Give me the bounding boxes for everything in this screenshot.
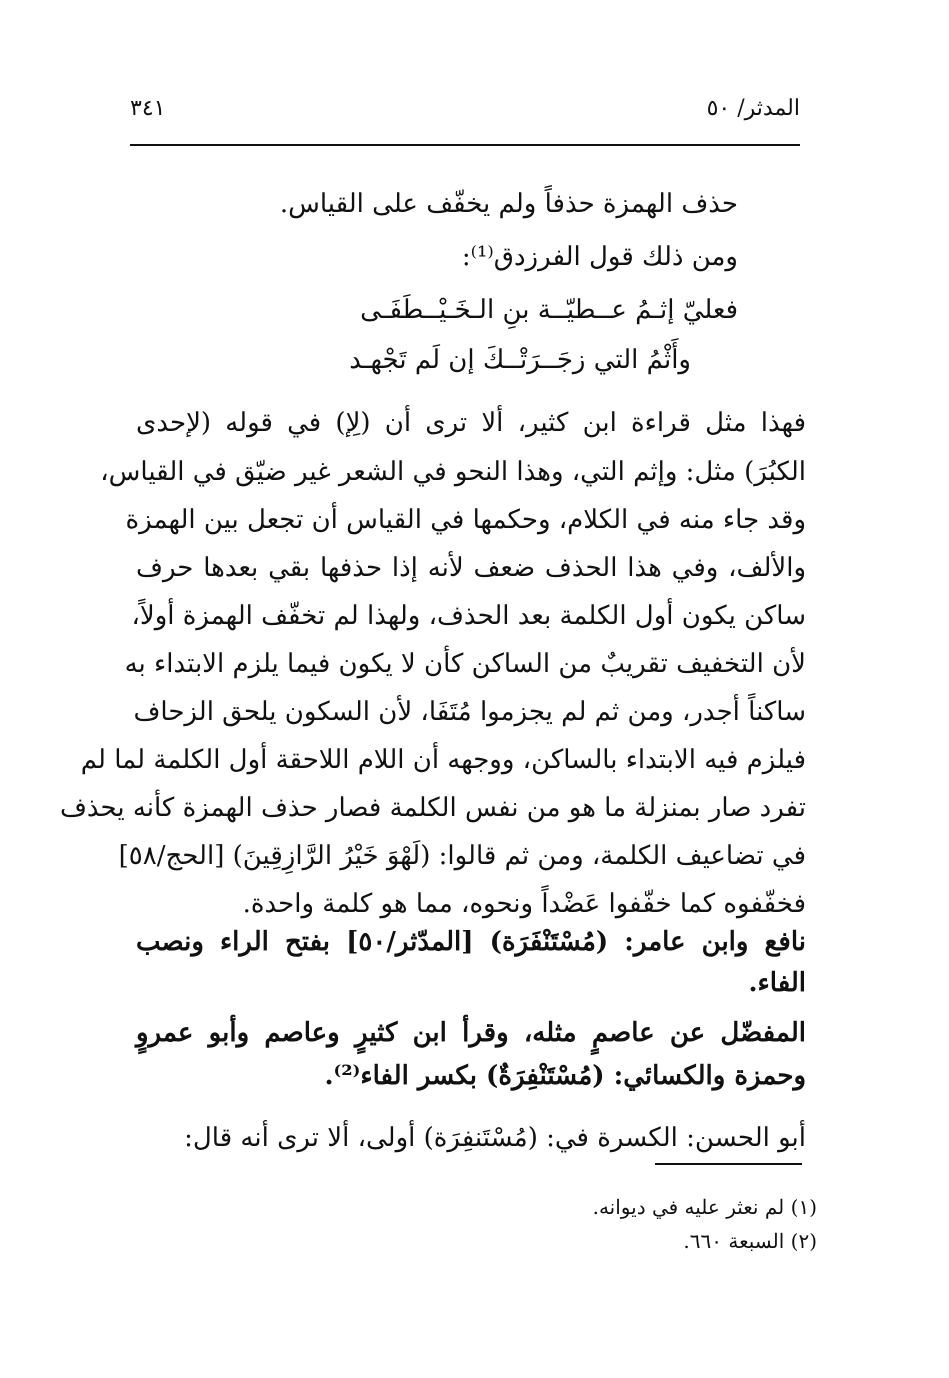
paragraph-line: فخفّفوه كما خفّفوا عَضْداً ونحوه، مما هو كلمة واحدة.: [242, 889, 806, 919]
paragraph-line: والألف، وفي هذا الحذف ضعف لأنه إذا حذفها بقي بعدها حرف: [136, 553, 806, 583]
verse-second-hemistich: وأَثْمُ التي زجَــرَتْــكَ إن لَم تَجْهـد: [349, 345, 691, 375]
paragraph-line: فيلزم فيه الابتداء بالساكن، ووجهه أن اللام اللاحقة أول الكلمة لما لم: [80, 745, 806, 775]
paragraph-line: وحمزة والكسائي: (مُسْتَنْفِرَةٌ) بكسر الفاء⁽²⁾.: [324, 1061, 806, 1091]
paragraph-line: في تضاعيف الكلمة، ومن ثم قالوا: (لَهْوَ خَيْرُ الرَّازِقِينَ) [الحج/٥٨]: [118, 841, 806, 871]
page-header: [130, 96, 800, 132]
paragraph-line: تفرد صار بمنزلة ما هو من نفس الكلمة فصار حذف الهمزة كأنه يحذف: [59, 793, 806, 823]
paragraph-line: أبو الحسن: الكسرة في: (مُسْتَنفِرَة) أولى، ألا ترى أنه قال:: [184, 1123, 806, 1153]
text-line: ومن ذلك قول الفرزدق⁽¹⁾:: [461, 242, 738, 272]
footnote: (١) لم نعثر عليه في ديوانه.: [592, 1195, 817, 1219]
paragraph-line: المفضّل عن عاصمٍ مثله، وقرأ ابن كثيرٍ وعاصم وأبو عمروٍ: [136, 1018, 806, 1048]
paragraph-line: وقد جاء منه في الكلام، وحكمها في القياس أن تجعل بين الهمزة: [125, 505, 806, 535]
paragraph-line: لأن التخفيف تقريبٌ من الساكن كأن لا يكون فيما يلزم الابتداء به: [124, 649, 806, 679]
text-line: حذف الهمزة حذفاً ولم يخفّف على القياس.: [279, 189, 738, 219]
paragraph-line: الفاء.: [748, 968, 806, 998]
footnote-rule: [655, 1163, 802, 1165]
paragraph-line: نافع وابن عامر: (مُسْتَنْفَرَة) [المدّثر/٥٠] بفتح الراء ونصب: [136, 927, 806, 957]
page-number: ٣٤١: [130, 96, 166, 121]
verse-first-hemistich: فعليّ إثـمُ عــطيّــة بنِ الـخَـيْــطَفَـى: [360, 295, 738, 325]
footnote: (٢) السبعة ٦٦٠.: [683, 1229, 817, 1253]
paragraph-line: ساكناً أجدر، ومن ثم لم يجزموا مُتَفَا، لأن السكون يلحق الزحاف: [133, 697, 806, 727]
running-title: المدثر/ ٥٠: [706, 96, 800, 121]
header-rule: [130, 144, 800, 146]
paragraph-line: ساكن يكون أول الكلمة بعد الحذف، ولهذا لم تخفّف الهمزة أولاً،: [131, 601, 806, 631]
paragraph-line: الكبُرَ) مثل: وإثم التي، وهذا النحو في الشعر غير ضيّق في القياس،: [100, 457, 806, 487]
paragraph-line: فهذا مثل قراءة ابن كثير، ألا ترى أن (لِإ) في قوله (لإحدى: [136, 408, 806, 438]
